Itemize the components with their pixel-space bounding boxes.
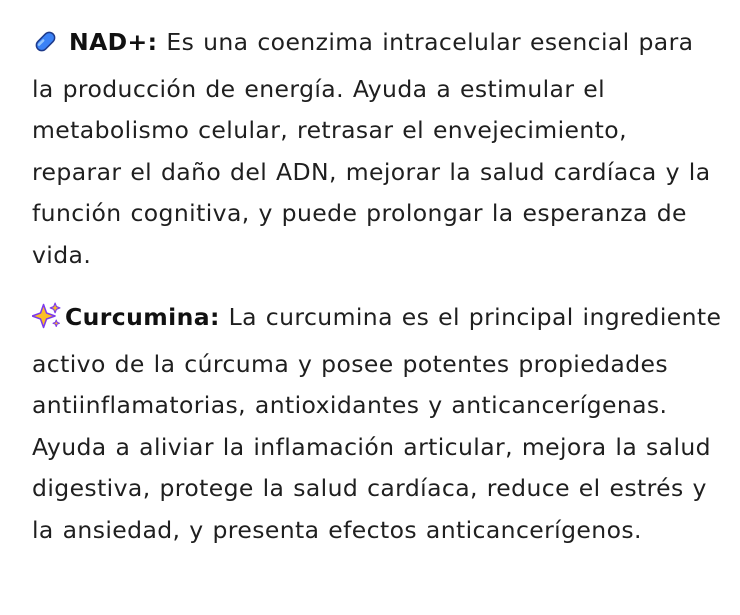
ingredient-description: La curcumina es el principal ingrediente activo de la cúrcuma y posee potentes propiedades antiinflamatorias, antioxidantes y anticancerígenas. Ayuda a aliviar la inflamación articular, mejora la salud digestiva, protege la salud cardíaca, reduce el estrés y la ansiedad, y presenta efectos anticancerígenos. [32, 303, 722, 544]
ingredient-term: Curcumina: [65, 303, 220, 331]
pill-icon [32, 27, 59, 69]
ingredient-term: NAD+: [69, 28, 158, 56]
sparkles-icon [32, 302, 62, 344]
ingredient-list [32, 22, 722, 551]
ingredient-description: Es una coenzima intracelular esencial para la producción de energía. Ayuda a estimular el metabolismo celular, retrasar el envejecimiento, reparar el daño del ADN, mejorar la salud cardíaca y la función cognitiva, y puede prolongar la esperanza de vida. [32, 28, 711, 269]
ingredient-paragraph-nad [32, 22, 722, 276]
ingredient-paragraph-curcumina [32, 297, 722, 551]
